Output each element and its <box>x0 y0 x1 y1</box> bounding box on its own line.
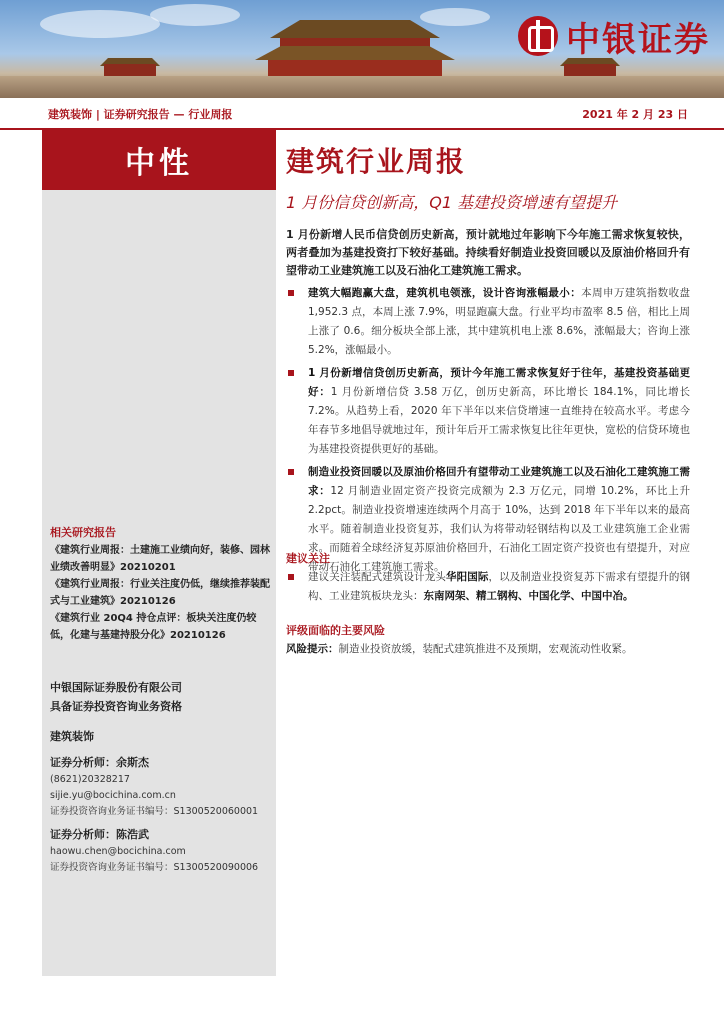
org-qualification: 具备证券投资咨询业务资格 <box>50 700 182 713</box>
bullet-square-icon <box>288 469 294 475</box>
recommend-stock: 华阳国际 <box>446 571 489 583</box>
palace-roof <box>270 20 440 38</box>
header-banner <box>0 0 724 98</box>
analyst-phone: (8621)20328217 <box>50 774 130 785</box>
analyst-card <box>50 826 272 876</box>
recommend-item <box>286 568 690 606</box>
recommend-heading: 建议关注 <box>286 552 330 565</box>
sector-label: 建筑装饰 <box>50 730 94 743</box>
rating-label: 中性 <box>125 146 193 181</box>
org-name: 中银国际证券股份有限公司 <box>50 681 182 694</box>
key-point <box>286 284 690 360</box>
report-date: 2021 年 2 月 23 日 <box>582 108 688 121</box>
analyst-email[interactable]: haowu.chen@bocichina.com <box>50 846 186 857</box>
recommend-pre: 建议关注装配式建筑设计龙头 <box>308 571 446 583</box>
key-point-text: 12 月制造业固定资产投资完成额为 2.3 万亿元，同增 10.2%，环比上升 2.2pct。制造业投资增速连续两个月高于 10%，达到 2018 年下半年以来的最高水平。随着制造业投资复苏，我们认为将带动轻钢结构以及工业建筑施工企业需求。而随着全球经济复苏原油价格回升，石油化工固定资产投资也有望提升，对应带动石油化工建筑施工需求。 <box>308 485 691 573</box>
related-report-item[interactable]: 《建筑行业周报：土建施工业绩向好，装修、园林业绩改善明显》20210201 <box>50 545 270 573</box>
report-subheader <box>0 98 724 130</box>
palace-courtyard <box>0 76 724 98</box>
key-point-text: 本周申万建筑指数收盘 1,952.3 点，本周上涨 7.9%，明显跑赢大盘。行业平均市盈率 8.5 倍，相比上周上涨了 0.6。细分板块全部上涨，其中建筑机电上涨 8.6%，涨幅最大；咨询上涨 5.2%，涨幅最小。 <box>308 287 691 356</box>
key-point-lead: 建筑大幅跑赢大盘，建筑机电领涨，设计咨询涨幅最小： <box>308 287 582 299</box>
brand-logo <box>518 12 710 60</box>
analyst-name: 证券分析师：余斯杰 <box>50 756 149 769</box>
bullet-square-icon <box>288 574 294 580</box>
risk-text-block <box>286 640 690 659</box>
rating-box <box>42 130 276 190</box>
recommend-block <box>286 568 690 606</box>
report-subtitle: 1 月份信贷创新高，Q1 基建投资增速有望提升 <box>286 193 618 212</box>
key-point-text: 1 月份新增信贷 3.58 万亿，创历史新高，环比增长 184.1%，同比增长 7.2%。从趋势上看，2020 年下半年以来信贷增速一直维持在较高水平。考虑今年春节多地倡导就地过年，预计年后开工需求恢复比往年更快，宽松的信贷环境也为基建投资提供更好的基础。 <box>308 386 690 455</box>
key-point-lead: 制造业投资回暖以及原油价格回升有望带动工业建筑施工以及石油化工建筑施工需求： <box>308 466 690 497</box>
recommend-mid: ，以及制造业投资复苏下需求有望提升的钢构、工业建筑板块龙头： <box>308 571 691 602</box>
report-category: 建筑装饰 | 证券研究报告 — 行业周报 <box>48 108 233 121</box>
analyst-name: 证券分析师：陈浩武 <box>50 828 149 841</box>
related-reports-title: 相关研究报告 <box>50 526 116 539</box>
cloud <box>40 10 160 38</box>
bullet-square-icon <box>288 290 294 296</box>
organization-info <box>50 678 272 716</box>
sidebar <box>42 130 276 976</box>
brand-name: 中银证券 <box>566 19 710 60</box>
key-point-lead: 1 月份新增信贷创历史新高，预计今年施工需求恢复好于往年，基建投资基础更好： <box>308 367 690 398</box>
bullet-square-icon <box>288 370 294 376</box>
analyst-card <box>50 754 272 820</box>
analyst-license: 证券投资咨询业务证书编号：S1300520090006 <box>50 862 259 873</box>
risk-heading: 评级面临的主要风险 <box>286 624 385 637</box>
cloud <box>150 4 240 26</box>
related-report-item[interactable]: 《建筑行业 20Q4 持仓点评：板块关注度仍较低，化建与基建持股分化》20210126 <box>50 613 257 641</box>
recommend-stocks: 东南网架、精工钢构、中国化学、中国中冶。 <box>423 590 634 602</box>
analyst-license: 证券投资咨询业务证书编号：S1300520060001 <box>50 806 259 817</box>
risk-lead: 风险提示： <box>286 643 339 655</box>
key-points <box>286 284 690 577</box>
risk-text: 制造业投资放缓，装配式建筑推进不及预期，宏观流动性收紧。 <box>338 643 633 655</box>
related-reports-list <box>50 542 272 644</box>
key-point <box>286 364 690 459</box>
bank-of-china-logo-icon <box>518 16 558 56</box>
analyst-email[interactable]: sijie.yu@bocichina.com.cn <box>50 790 176 801</box>
report-title: 建筑行业周报 <box>286 145 467 178</box>
key-point <box>286 463 690 577</box>
palace-roof <box>255 46 455 60</box>
report-summary: 1 月份新增人民币信贷创历史新高，预计就地过年影响下今年施工需求恢复较快，两者叠加为基建投资打下较好基础。持续看好制造业投资回暖以及原油价格回升有望带动工业建筑施工以及石油化工建筑施工需求。 <box>286 228 690 277</box>
related-report-item[interactable]: 《建筑行业周报：行业关注度仍低，继续推荐装配式与工业建筑》20210126 <box>50 579 270 607</box>
